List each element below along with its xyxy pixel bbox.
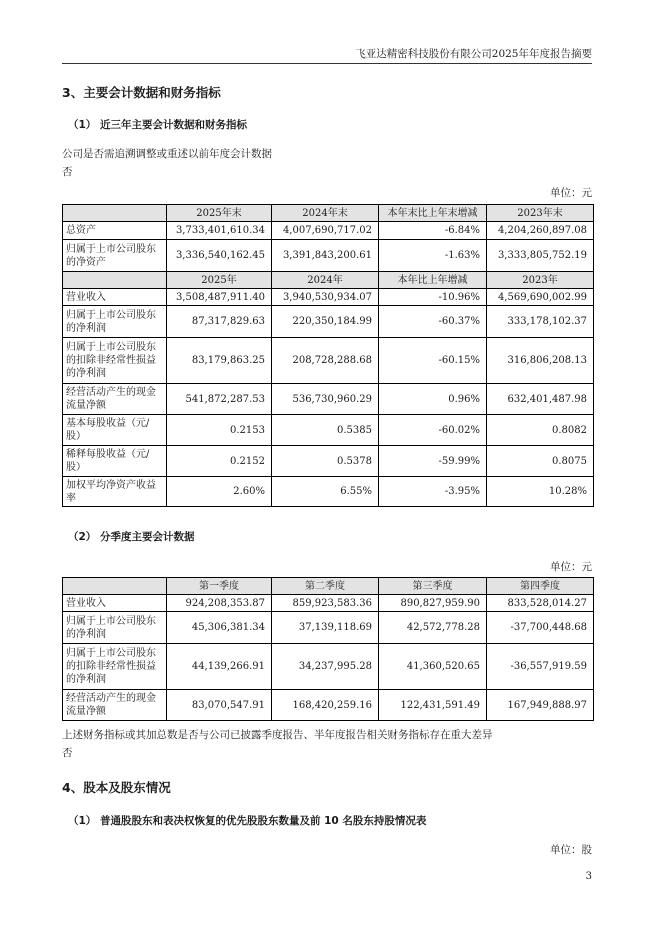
table-cell: 83,070,547.91: [167, 690, 272, 721]
table-header-cell: 2025年: [167, 272, 272, 289]
table-cell: 333,178,102.37: [487, 306, 594, 338]
table-cell: 541,872,287.53: [167, 384, 272, 415]
table-row: [63, 415, 594, 446]
subsection-2-title: （2） 分季度主要会计数据: [68, 531, 195, 543]
table-header-row: [63, 205, 594, 222]
table-header-cell: 本年比上年增减: [379, 272, 487, 289]
table-cell: 42,572,778.28: [379, 612, 487, 644]
table-row: [63, 306, 594, 338]
table-cell: 0.8082: [487, 415, 594, 446]
three-year-financial-table: [62, 204, 594, 507]
row-label: 归属于上市公司股东的扣除非经常性损益的净利润: [63, 644, 167, 690]
row-label: 营业收入: [63, 595, 167, 612]
table-row: [63, 338, 594, 384]
table-cell: 316,806,208.13: [487, 338, 594, 384]
row-label: 归属于上市公司股东的净利润: [63, 306, 167, 338]
table-cell: 0.2153: [167, 415, 272, 446]
table-cell: 0.8075: [487, 446, 594, 477]
table-row: [63, 477, 594, 507]
table-cell: 3,333,805,752.19: [487, 240, 594, 272]
table-header-cell: [63, 578, 167, 595]
row-label: 归属于上市公司股东的净利润: [63, 612, 167, 644]
table-cell: 0.2152: [167, 446, 272, 477]
unit-label: 单位：元: [550, 187, 592, 199]
row-label: 经营活动产生的现金流量净额: [63, 690, 167, 721]
table-cell: 3,336,540,162.45: [167, 240, 272, 272]
table-row: [63, 644, 594, 690]
table-header-cell: 第一季度: [167, 578, 272, 595]
table-row: [63, 595, 594, 612]
restatement-question: 公司是否需追溯调整或重述以前年度会计数据: [62, 148, 272, 160]
table-header-cell: 2024年末: [272, 205, 379, 222]
table-header-row: [63, 272, 594, 289]
row-label: 稀释每股收益（元/股）: [63, 446, 167, 477]
table-header-row: [63, 578, 594, 595]
table-cell: -36,557,919.59: [487, 644, 594, 690]
table-row: [63, 222, 594, 240]
table-cell: 3,508,487,911.40: [167, 289, 272, 306]
table-row: [63, 384, 594, 415]
table-cell: -60.15%: [379, 338, 487, 384]
table-cell: 45,306,381.34: [167, 612, 272, 644]
table-cell: 3,940,530,934.07: [272, 289, 379, 306]
table-header-cell: 第三季度: [379, 578, 487, 595]
table-cell: 890,827,959.90: [379, 595, 487, 612]
table-header-cell: 2024年: [272, 272, 379, 289]
table-cell: 0.5378: [272, 446, 379, 477]
quarterly-note: 上述财务指标或其加总数是否与公司已披露季度报告、半年度报告相关财务指标存在重大差异: [62, 729, 493, 741]
row-label: 基本每股收益（元/股）: [63, 415, 167, 446]
table-cell: 2.60%: [167, 477, 272, 507]
table-cell: 122,431,591.49: [379, 690, 487, 721]
table-cell: 220,350,184.99: [272, 306, 379, 338]
table-header-cell: 第二季度: [272, 578, 379, 595]
table-cell: 924,208,353.87: [167, 595, 272, 612]
table-cell: 10.28%: [487, 477, 594, 507]
table-cell: 83,179,863.25: [167, 338, 272, 384]
row-label: 营业收入: [63, 289, 167, 306]
table-row: [63, 690, 594, 721]
section-4-title: 4、股本及股东情况: [62, 780, 171, 795]
table-cell: 0.96%: [379, 384, 487, 415]
row-label: 总资产: [63, 222, 167, 240]
section-3-title: 3、主要会计数据和财务指标: [62, 85, 221, 100]
table-cell: 3,391,843,200.61: [272, 240, 379, 272]
table-cell: 34,237,995.28: [272, 644, 379, 690]
table-cell: 0.5385: [272, 415, 379, 446]
row-label: 归属于上市公司股东的净资产: [63, 240, 167, 272]
table-cell: -37,700,448.68: [487, 612, 594, 644]
table-header-cell: 2025年末: [167, 205, 272, 222]
table-row: [63, 240, 594, 272]
table-cell: 536,730,960.29: [272, 384, 379, 415]
page-header: 飞亚达精密科技股份有限公司2025年年度报告摘要: [355, 48, 592, 60]
table-cell: -10.96%: [379, 289, 487, 306]
table-cell: -60.02%: [379, 415, 487, 446]
row-label: 归属于上市公司股东的扣除非经常性损益的净利润: [63, 338, 167, 384]
table-cell: -59.99%: [379, 446, 487, 477]
row-label: 经营活动产生的现金流量净额: [63, 384, 167, 415]
table-header-cell: [63, 272, 167, 289]
unit-label: 单位：元: [550, 561, 592, 573]
header-divider: [62, 63, 592, 64]
table-cell: 4,569,690,002.99: [487, 289, 594, 306]
table-cell: 37,139,118.69: [272, 612, 379, 644]
quarterly-note-answer: 否: [62, 747, 73, 759]
table-cell: -1.63%: [379, 240, 487, 272]
table-header-cell: 2023年: [487, 272, 594, 289]
table-cell: 4,007,690,717.02: [272, 222, 379, 240]
table-header-cell: [63, 205, 167, 222]
table-cell: 833,528,014.27: [487, 595, 594, 612]
table-row: [63, 446, 594, 477]
restatement-answer: 否: [62, 166, 73, 178]
row-label: 加权平均净资产收益率: [63, 477, 167, 507]
table-cell: 208,728,288.68: [272, 338, 379, 384]
unit-label: 单位：股: [550, 844, 592, 856]
table-cell: 3,733,401,610.34: [167, 222, 272, 240]
page-number: 3: [585, 871, 592, 882]
quarterly-data-table: [62, 577, 594, 721]
table-cell: 167,949,888.97: [487, 690, 594, 721]
table-row: [63, 289, 594, 306]
shareholders-subsection-title: （1） 普通股股东和表决权恢复的优先股股东数量及前 10 名股东持股情况表: [68, 815, 427, 827]
table-cell: 87,317,829.63: [167, 306, 272, 338]
table-cell: 6.55%: [272, 477, 379, 507]
table-cell: 41,360,520.65: [379, 644, 487, 690]
table-header-cell: 本年末比上年末增减: [379, 205, 487, 222]
table-header-cell: 第四季度: [487, 578, 594, 595]
table-header-cell: 2023年末: [487, 205, 594, 222]
table-cell: 859,923,583.36: [272, 595, 379, 612]
table-cell: -60.37%: [379, 306, 487, 338]
table-cell: -6.84%: [379, 222, 487, 240]
table-row: [63, 612, 594, 644]
subsection-1-title: （1） 近三年主要会计数据和财务指标: [68, 119, 247, 131]
table-cell: 4,204,260,897.08: [487, 222, 594, 240]
table-cell: 632,401,487.98: [487, 384, 594, 415]
table-cell: 44,139,266.91: [167, 644, 272, 690]
table-cell: -3.95%: [379, 477, 487, 507]
table-cell: 168,420,259.16: [272, 690, 379, 721]
